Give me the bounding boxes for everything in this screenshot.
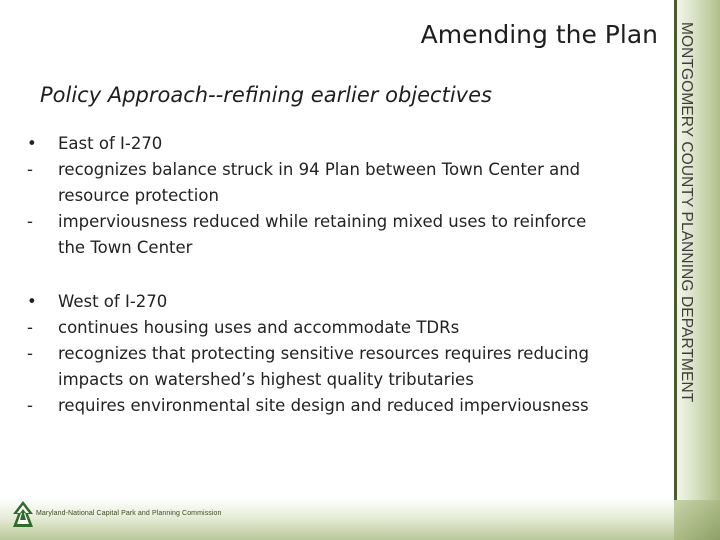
- footer-organization: Maryland-National Capital Park and Planning Commission: [36, 510, 222, 517]
- point-line: recognizes balance struck in 94 Plan between Town Center and: [58, 160, 581, 179]
- bullet-marker: •: [27, 134, 37, 153]
- section-heading: West of I-270: [58, 292, 168, 311]
- corner-decoration: [674, 500, 720, 540]
- point-line: continues housing uses and accommodate TDRs: [58, 318, 460, 337]
- dash-marker: -: [27, 212, 33, 231]
- department-label: MONTGOMERY COUNTY PLANNING DEPARTMENT: [678, 22, 695, 403]
- point-line: recognizes that protecting sensitive resources requires reducing: [58, 344, 589, 363]
- bottom-decorative-band: [0, 498, 674, 540]
- dash-marker: -: [27, 160, 33, 179]
- point-line: resource protection: [58, 186, 219, 205]
- department-label-container: [676, 22, 696, 403]
- point-line: impacts on watershed’s highest quality tributaries: [58, 370, 474, 389]
- point-line: the Town Center: [58, 238, 193, 257]
- slide-title: Amending the Plan: [420, 20, 658, 49]
- point-line: imperviousness reduced while retaining mixed uses to reinforce: [58, 212, 587, 231]
- commission-logo-icon: [12, 500, 34, 528]
- point-line: requires environmental site design and reduced imperviousness: [58, 396, 589, 415]
- dash-marker: -: [27, 396, 33, 415]
- dash-marker: -: [27, 344, 33, 363]
- slide-subtitle: Policy Approach--refining earlier objectives: [40, 83, 492, 107]
- dash-marker: -: [27, 318, 33, 337]
- section-heading: East of I-270: [58, 134, 163, 153]
- bullet-marker: •: [27, 292, 37, 311]
